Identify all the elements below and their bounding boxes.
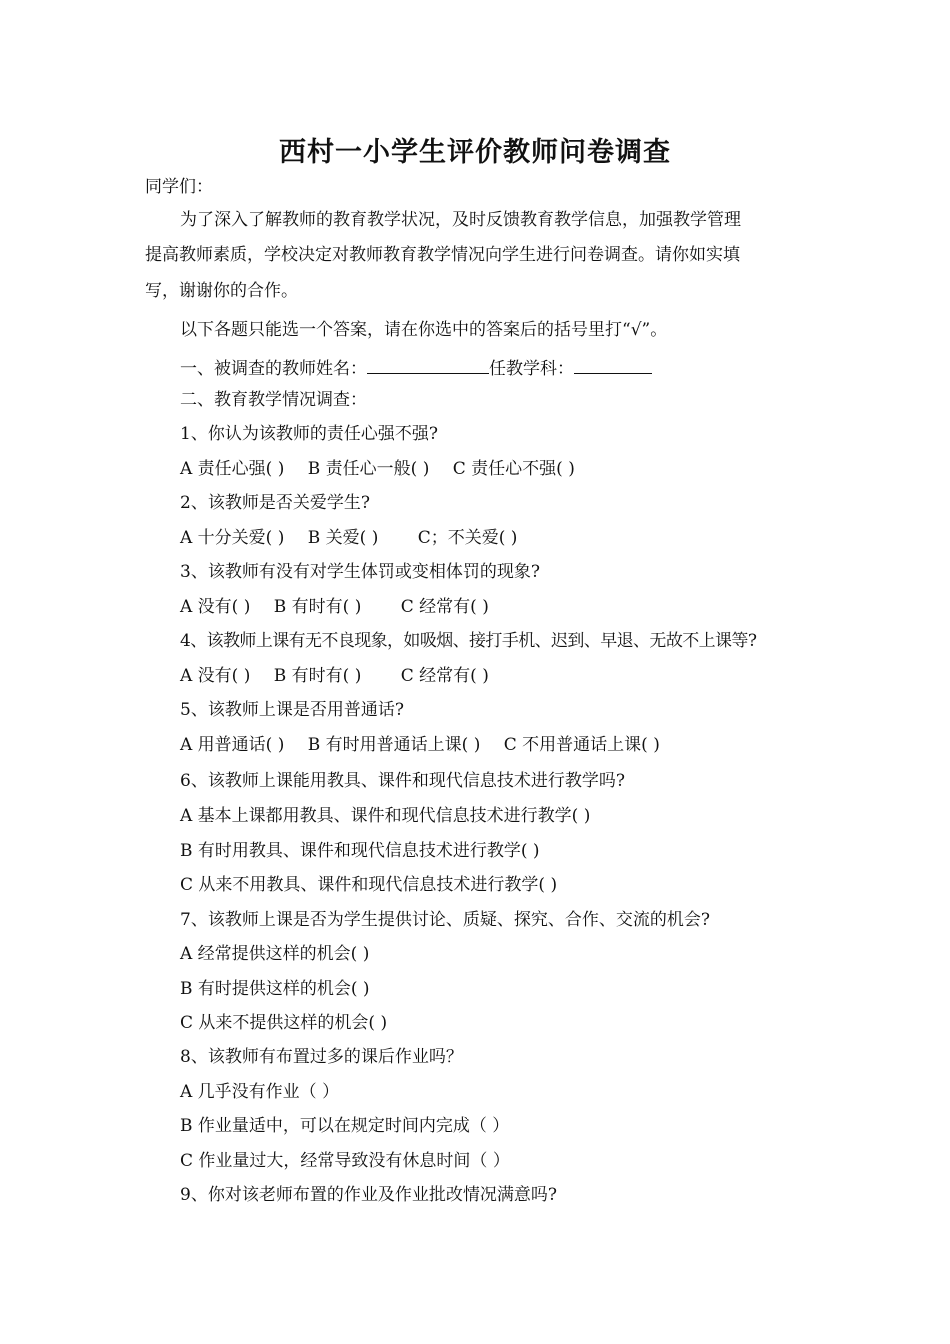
q5-option-a[interactable]: A 用普通话( ) [180, 735, 285, 755]
q4-option-c[interactable]: C 经常有( ) [400, 666, 489, 686]
question-7: 7、该教师上课是否为学生提供讨论、质疑、探究、合作、交流的机会? [180, 910, 710, 930]
q1-option-a[interactable]: A 责任心强( ) [180, 459, 285, 479]
q7-option-c[interactable]: C 从来不提供这样的机会( ) [180, 1013, 388, 1033]
section-1-row [180, 357, 652, 379]
section-2-heading: 二、教育教学情况调查： [180, 390, 367, 410]
question-2: 2、该教师是否关爱学生? [180, 493, 370, 513]
question-6: 6、该教师上课能用教具、课件和现代信息技术进行教学吗? [180, 771, 625, 791]
q7-option-a[interactable]: A 经常提供这样的机会( ) [180, 944, 370, 964]
q4-option-a[interactable]: A 没有( ) [180, 666, 251, 686]
greeting: 同学们： [145, 177, 213, 197]
q3-option-a[interactable]: A 没有( ) [180, 597, 251, 617]
q2-option-a[interactable]: A 十分关爱( ) [180, 528, 285, 548]
teacher-name-blank[interactable] [367, 357, 489, 374]
q1-option-b[interactable]: B 责任心一般( ) [307, 459, 430, 479]
teacher-name-label: 一、被调查的教师姓名： [180, 359, 367, 379]
question-5: 5、该教师上课是否用普通话? [180, 700, 404, 720]
q3-option-b[interactable]: B 有时有( ) [273, 597, 362, 617]
question-1: 1、你认为该教师的责任心强不强? [180, 424, 438, 444]
q6-option-c[interactable]: C 从来不用教具、课件和现代信息技术进行教学( ) [180, 875, 558, 895]
intro-line-1: 为了深入了解教师的教育教学状况，及时反馈教育教学信息，加强教学管理 [180, 210, 741, 230]
q8-option-b[interactable]: B 作业量适中，可以在规定时间内完成（ ） [180, 1116, 510, 1136]
question-1-options [180, 459, 575, 479]
q2-option-c[interactable]: C；不关爱( ) [417, 528, 518, 548]
q2-option-b[interactable]: B 关爱( ) [307, 528, 379, 548]
q8-option-c[interactable]: C 作业量过大，经常导致没有休息时间（ ） [180, 1151, 510, 1171]
q6-option-a[interactable]: A 基本上课都用教具、课件和现代信息技术进行教学( ) [180, 806, 591, 826]
q1-option-c[interactable]: C 责任心不强( ) [452, 459, 575, 479]
q8-option-a[interactable]: A 几乎没有作业（ ） [180, 1082, 340, 1102]
question-5-options [180, 735, 660, 755]
question-4: 4、该教师上课有无不良现象，如吸烟、接打手机、迟到、早退、无故不上课等? [180, 631, 757, 651]
q6-option-b[interactable]: B 有时用教具、课件和现代信息技术进行教学( ) [180, 841, 540, 861]
q5-option-b[interactable]: B 有时用普通话上课( ) [307, 735, 481, 755]
q4-option-b[interactable]: B 有时有( ) [273, 666, 362, 686]
q7-option-b[interactable]: B 有时提供这样的机会( ) [180, 979, 370, 999]
page-title: 西村一小学生评价教师问卷调查 [279, 137, 671, 168]
question-4-options [180, 666, 489, 686]
subject-label: 任教学科： [489, 359, 574, 379]
subject-blank[interactable] [574, 357, 652, 374]
q3-option-c[interactable]: C 经常有( ) [400, 597, 489, 617]
question-2-options [180, 528, 517, 548]
intro-line-2: 提高教师素质，学校决定对教师教育教学情况向学生进行问卷调查。请你如实填 [145, 245, 740, 265]
instruction: 以下各题只能选一个答案，请在你选中的答案后的括号里打“√”。 [180, 320, 668, 340]
intro-line-3: 写，谢谢你的合作。 [145, 281, 298, 301]
question-9: 9、你对该老师布置的作业及作业批改情况满意吗? [180, 1185, 557, 1205]
question-8: 8、该教师有布置过多的课后作业吗？ [180, 1047, 463, 1067]
question-3: 3、该教师有没有对学生体罚或变相体罚的现象? [180, 562, 540, 582]
question-3-options [180, 597, 489, 617]
q5-option-c[interactable]: C 不用普通话上课( ) [503, 735, 660, 755]
